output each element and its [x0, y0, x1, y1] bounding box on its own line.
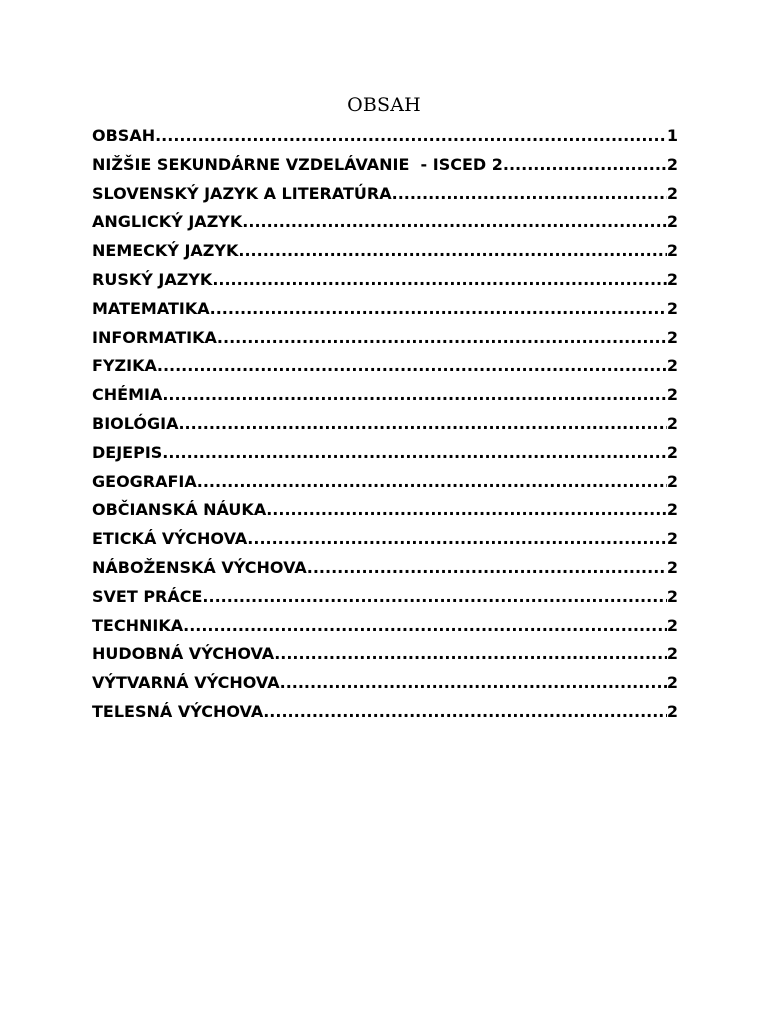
toc-entry-title: NÁBOŽENSKÁ VÝCHOVA	[92, 557, 307, 577]
toc-entry-title: ANGLICKÝ JAZYK	[92, 212, 243, 232]
toc-entry[interactable]	[92, 669, 678, 698]
toc-entry-title: OBSAH	[92, 126, 156, 145]
toc-entry-page-number: 2	[666, 298, 678, 318]
toc-entry-title: BIOLÓGIA	[92, 413, 179, 433]
toc-entry-page-number: 2	[666, 615, 678, 635]
dot-leader	[212, 266, 667, 295]
dot-leader	[266, 496, 667, 525]
toc-entry[interactable]	[92, 525, 678, 554]
toc-entry[interactable]	[92, 237, 678, 266]
dot-leader	[162, 439, 667, 468]
toc-entry-page-number: 2	[666, 154, 678, 174]
toc-heading: OBSAH	[347, 94, 421, 116]
toc-entry-title: VÝTVARNÁ VÝCHOVA	[92, 673, 280, 693]
dot-leader	[247, 525, 667, 554]
dot-leader	[392, 180, 667, 209]
toc-entry-title: NIŽŠIE SEKUNDÁRNE VZDELÁVANIE - ISCED 2	[92, 154, 503, 174]
toc-entry-page-number: 2	[666, 385, 678, 405]
dot-leader	[217, 324, 667, 353]
table-of-contents	[92, 122, 678, 727]
toc-entry[interactable]	[92, 208, 678, 237]
toc-entry[interactable]	[92, 496, 678, 525]
toc-entry[interactable]	[92, 381, 678, 410]
toc-entry[interactable]	[92, 324, 678, 353]
toc-entry-title: OBČIANSKÁ NÁUKA	[92, 500, 267, 520]
toc-entry-title: RUSKÝ JAZYK	[92, 269, 213, 289]
dot-leader	[183, 612, 667, 641]
toc-entry-page-number: 2	[666, 673, 678, 693]
toc-entry[interactable]	[92, 640, 678, 669]
toc-entry-title: INFORMATIKA	[92, 327, 217, 347]
toc-entry-title: FYZIKA	[92, 356, 157, 376]
toc-entry-title: NEMECKÝ JAZYK	[92, 241, 239, 261]
toc-entry-page-number: 2	[666, 644, 678, 664]
toc-entry-page-number: 2	[666, 500, 678, 520]
dot-leader	[210, 295, 667, 324]
toc-entry-title: CHÉMIA	[92, 385, 163, 405]
dot-leader	[263, 698, 667, 727]
toc-entry-page-number: 2	[666, 327, 678, 347]
toc-entry-page-number: 2	[666, 557, 678, 577]
toc-entry-page-number: 2	[666, 701, 678, 721]
toc-entry[interactable]	[92, 698, 678, 727]
toc-entry-page-number: 2	[666, 586, 678, 606]
toc-entry-title: TECHNIKA	[92, 615, 184, 635]
toc-entry-title: DEJEPIS	[92, 442, 163, 462]
dot-leader	[197, 468, 667, 497]
toc-entry[interactable]	[92, 410, 678, 439]
toc-entry-page-number: 2	[666, 529, 678, 549]
toc-entry-title: HUDOBNÁ VÝCHOVA	[92, 644, 275, 664]
toc-entry-page-number: 2	[666, 212, 678, 232]
dot-leader	[155, 122, 667, 151]
dot-leader	[178, 410, 666, 439]
toc-entry-page-number: 2	[666, 471, 678, 491]
dot-leader	[280, 669, 667, 698]
toc-entry-page-number: 2	[666, 241, 678, 261]
toc-entry-title: TELESNÁ VÝCHOVA	[92, 701, 264, 721]
toc-entry-title: ETICKÁ VÝCHOVA	[92, 529, 248, 549]
toc-entry-title: SLOVENSKÝ JAZYK A LITERATÚRA	[92, 183, 392, 203]
toc-entry-title: MATEMATIKA	[92, 298, 210, 318]
toc-entry[interactable]	[92, 266, 678, 295]
dot-leader	[307, 554, 667, 583]
toc-entry[interactable]	[92, 468, 678, 497]
toc-entry-page-number: 2	[666, 269, 678, 289]
toc-entry-page-number: 2	[666, 442, 678, 462]
toc-entry[interactable]	[92, 439, 678, 468]
toc-entry-page-number: 2	[666, 356, 678, 376]
toc-entry[interactable]	[92, 122, 678, 151]
toc-entry[interactable]	[92, 583, 678, 612]
dot-leader	[162, 381, 667, 410]
dot-leader	[503, 151, 667, 180]
dot-leader	[274, 640, 667, 669]
dot-leader	[157, 352, 667, 381]
toc-entry[interactable]	[92, 180, 678, 209]
dot-leader	[242, 208, 667, 237]
toc-entry[interactable]	[92, 612, 678, 641]
toc-entry-page-number: 2	[666, 413, 678, 433]
toc-entry[interactable]	[92, 151, 678, 180]
toc-entry[interactable]	[92, 295, 678, 324]
dot-leader	[202, 583, 666, 612]
toc-entry-page-number: 2	[666, 183, 678, 203]
toc-entry-title: GEOGRAFIA	[92, 471, 197, 491]
toc-entry[interactable]	[92, 554, 678, 583]
dot-leader	[238, 237, 666, 266]
toc-entry-page-number: 1	[666, 126, 678, 145]
toc-entry-title: SVET PRÁCE	[92, 586, 203, 606]
toc-entry[interactable]	[92, 352, 678, 381]
